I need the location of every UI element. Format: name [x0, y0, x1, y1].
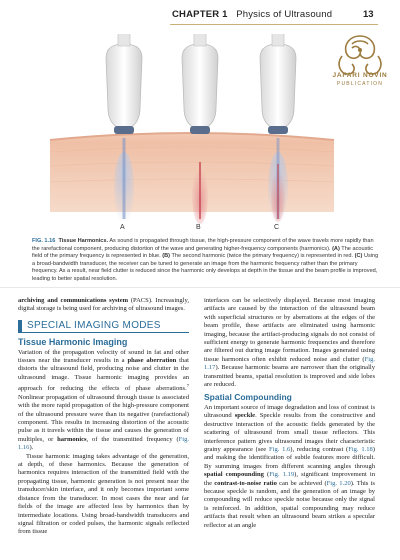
paragraph-text: ), significant improvement in the — [204, 471, 375, 487]
term-spatial-compounding: spatial compounding — [204, 471, 264, 479]
paragraph-text: can be achieved ( — [276, 479, 327, 487]
publisher-name: JAFARI NOVIN — [332, 72, 388, 79]
figure-link[interactable]: Fig. 1.18 — [348, 445, 373, 453]
caption-text: Using a broad-bandwidth transducer, the receiver can be tuned to generate an image from the harmonic frequency rather than the primary frequency. As a result, near field clutter is reduced since the harmonic only develops at depth in the tissue and the beam profile is improved, leading to better spatial resolution. — [32, 253, 379, 282]
body-paragraph — [204, 404, 375, 530]
figure-caption — [32, 238, 382, 283]
right-column — [204, 297, 375, 530]
figure-separator — [0, 287, 400, 288]
caption-marker-c: (C) — [354, 253, 363, 259]
caption-marker-a: (A) — [332, 245, 340, 252]
paragraph-text: that distorts the ultrasound field, producing noise and clutter in the ultrasound image. Tissue harmonic imaging provides an approach for reducing the effects of phase aberrations. — [18, 357, 189, 393]
term-pacs: archiving and communications system — [18, 297, 129, 304]
caption-text: As sound is propagated through tissue, the high-pressure component of the wave travels more rapidly than the rarefactional component, producing distortion of the wave and generating higher-frequency components (harmonics). — [32, 238, 374, 252]
caption-figure-number: FIG. 1.16 — [32, 238, 56, 244]
figure-link[interactable]: Fig. 1.6 — [268, 445, 291, 453]
paragraph-text: ). — [29, 444, 34, 452]
chapter-heading — [172, 9, 332, 20]
publisher-tagline: PUBLICATION — [336, 81, 384, 87]
header-rule — [170, 24, 378, 25]
paragraph-text: . Speckle results from the constructive and destructive interaction of the acoustic fields generated by the scattering of ultrasound from small tissue reflectors. This interference pattern gives ultrasound images their characteristic grainy appearance (see — [204, 412, 376, 453]
body-paragraph: Tissue harmonic imaging takes advantage of the generation, at depth, of these harmonics. Because the generation of harmonics requires interaction of the transmitted field with the propagating tissue, harmonic generation is not present near the transducer/skin interface, and it only becomes important some distance from the transducer. In most cases the near and far fields of the image are affected less by harmonics than by intermediate locations. Using broad-bandwidth transducers and signal filtration or coded pulses, the harmonic signals reflected from tissue — [18, 452, 189, 536]
paragraph-text: Nonlinear propagation of ultrasound through tissue is associated with the more rapid propagation of the high-pressure component of the ultrasound pressure wave than its negative (rarefactional) component. This results in increasing distortion of the acoustic pulse as it travels within the tissue and causes the generation of multiples, or — [18, 393, 189, 443]
figure-link[interactable]: Fig. 1.19 — [269, 471, 295, 479]
paragraph-text: ), reducing contrast ( — [290, 445, 349, 453]
paragraph-text: (PACS). Increasingly, digital storage is being used for archiving of ultrasound images. — [18, 297, 189, 313]
figure-link[interactable]: Fig. 1.20 — [326, 479, 351, 487]
body-paragraph — [18, 349, 189, 453]
paragraph-text: ) and making the identification of subtle features more difficult. By summing images from different scanning angles through — [204, 445, 375, 470]
paragraph-text: ). Because harmonic beams are narrower than the originally transmitted beams, spatial resolution is improved and side lobes are reduced. — [204, 364, 375, 389]
term-speckle: speckle — [234, 412, 256, 420]
term-harmonics: harmonics — [57, 435, 87, 443]
term-phase-aberration: phase aberration — [127, 357, 177, 365]
figure-label-c: C — [274, 224, 280, 231]
figure-label-a: A — [120, 224, 125, 231]
figure-link[interactable]: Fig. 1.16 — [18, 435, 189, 452]
section-heading: SPECIAL IMAGING MODES — [18, 320, 189, 333]
caption-marker-b: (B) — [162, 253, 171, 259]
reference-superscript: 7 — [186, 383, 189, 389]
caption-text: The second harmonic (twice the primary frequency) is represented in red. — [170, 253, 355, 259]
left-column — [18, 297, 189, 537]
paragraph-text: Variation of the propagation velocity of sound in fat and other tissues near the transducer results in a — [18, 348, 189, 365]
paragraph-text: , of the transmitted frequency ( — [86, 435, 179, 443]
body-paragraph — [204, 297, 375, 389]
intro-paragraph — [18, 297, 189, 314]
paragraph-text: interfaces can be selectively displayed. Because most imaging artifacts are caused by the interaction of the ultrasound beam with superficial structures or by aberrations at the edges of the beam profile, these artifacts are eliminated using harmonic imaging, because the artifact-producing signals do not consist of sufficient energy to generate harmonic frequencies and therefore are filtered out during image formation. Images generated using tissue harmonics often exhibit reduced noise and clutter ( — [204, 297, 375, 363]
caption-text: The acoustic field of the primary frequency is represented in blue. — [32, 245, 373, 259]
subsection-heading: Spatial Compounding — [204, 392, 292, 403]
subsection-heading: Tissue Harmonic Imaging — [18, 337, 128, 348]
chapter-title: Physics of Ultrasound — [236, 9, 333, 20]
chapter-number: CHAPTER 1 — [172, 9, 228, 20]
caption-title: Tissue Harmonics. — [58, 238, 109, 244]
page-number: 13 — [363, 9, 374, 20]
tissue-harmonics-figure — [32, 34, 352, 224]
term-contrast-to-noise: contrast-to-noise ratio — [214, 479, 277, 487]
paragraph-text: ). This is because speckle is random, and the generation of an image by compounding will reduce speckle noise because only the signal is reinforced. In addition, spatial compounding may reduce artifacts that result when an ultrasound beam strikes a specular reflector at an angle — [204, 479, 375, 529]
figure-label-b: B — [196, 224, 201, 231]
paragraph-text: ( — [263, 471, 270, 479]
paragraph-text: An important source of image degradation and loss of contrast is ultrasound — [204, 403, 375, 420]
figure-link[interactable]: Fig. 1.17 — [204, 355, 375, 372]
